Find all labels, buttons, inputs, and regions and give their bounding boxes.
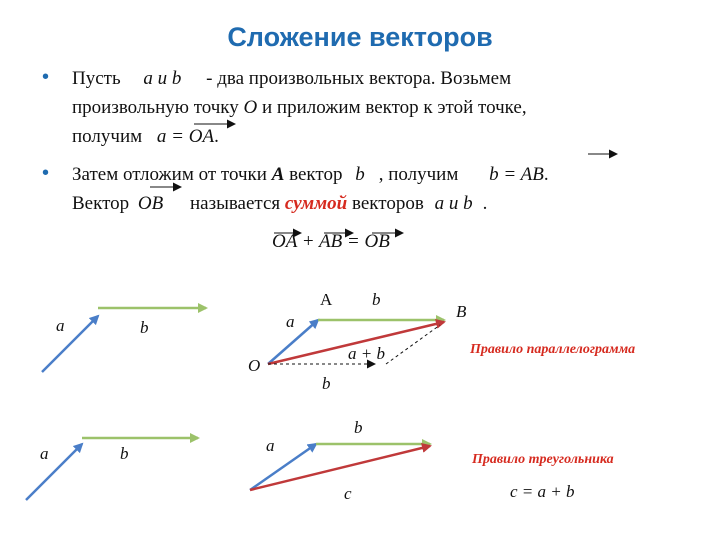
vector-b: b [355, 164, 365, 185]
text: векторов [352, 193, 424, 214]
text: . [482, 193, 488, 214]
emphasis-sum: суммой [284, 193, 348, 214]
text: Затем отложим от точки [72, 164, 267, 185]
label-b: b [354, 418, 363, 437]
label-point-A: A [320, 290, 333, 309]
vector-c-arrow [250, 446, 430, 490]
label-a: a [286, 312, 295, 331]
text: Пусть [72, 68, 121, 89]
text: . [214, 126, 219, 147]
text: - два произвольных вектора. Возьмем [206, 68, 512, 89]
sum-formula: OA + AB = OB [272, 231, 390, 252]
label-a-plus-b: a + b [348, 344, 385, 363]
vectors-a-b: a и b [143, 68, 182, 89]
page-title: Сложение векторов [227, 22, 493, 52]
text: Вектор [72, 193, 130, 214]
dashed-side [386, 325, 440, 364]
vector-a-arrow [26, 444, 82, 500]
text: , получим [378, 164, 459, 185]
text: называется [189, 193, 281, 214]
label-b: b [140, 318, 149, 337]
text: произвольную точку [72, 97, 239, 118]
vector-OB: OB [137, 193, 164, 214]
point-A: A [271, 164, 285, 185]
text: вектор [289, 164, 343, 185]
label-b: b [322, 374, 331, 393]
label-a: a [40, 444, 49, 463]
label-c: c [344, 484, 352, 503]
label-b: b [372, 290, 381, 309]
rule-parallelogram: Правило параллелограмма [470, 342, 636, 357]
rule-triangle: Правило треугольника [472, 452, 614, 467]
bullet-marker: • [42, 66, 50, 88]
formula-c-eq-a-plus-b: c = a + b [510, 482, 575, 501]
label-point-O: O [248, 356, 261, 375]
formula-b-eq-AB: b = AB [489, 164, 544, 185]
text: и приложим вектор к этой точке, [262, 97, 527, 118]
vector-a-arrow [42, 316, 98, 372]
label-a: a [56, 316, 65, 335]
label-point-B: B [456, 302, 467, 321]
bullet-marker: • [42, 162, 50, 184]
label-a: a [266, 436, 275, 455]
vectors-a-b: a и b [434, 193, 473, 214]
point-O: O [243, 97, 258, 118]
text: . [543, 164, 549, 185]
formula-a-eq-OA: a = OA [156, 126, 215, 147]
text: получим [72, 126, 143, 147]
label-b: b [120, 444, 129, 463]
